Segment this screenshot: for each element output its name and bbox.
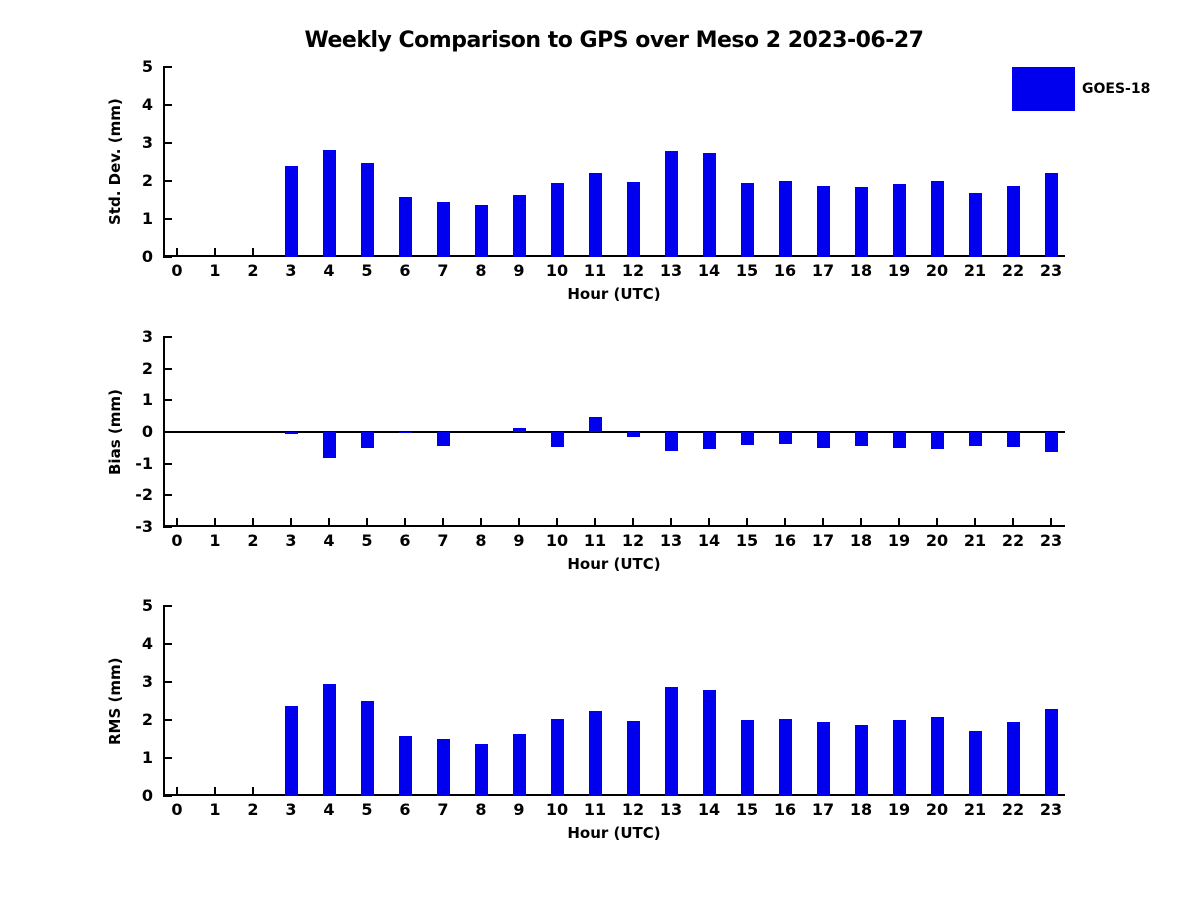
bar-hour-5 [361, 432, 374, 448]
x-tick-label: 22 [1001, 531, 1025, 550]
x-tick-label: 5 [361, 800, 373, 819]
x-tick-label: 13 [659, 800, 683, 819]
x-tick-label: 23 [1039, 261, 1063, 280]
y-axis-label-std-dev: Std. Dev. (mm) [106, 98, 124, 226]
bar-hour-3 [285, 706, 298, 796]
y-tick-label: 5 [141, 57, 153, 76]
x-tick [404, 518, 406, 527]
y-tick [163, 463, 172, 465]
x-tick-label: 11 [583, 261, 607, 280]
y-tick [163, 526, 172, 528]
y-tick-label: 4 [141, 95, 153, 114]
bar-hour-13 [665, 151, 678, 257]
x-tick-label: 0 [171, 261, 183, 280]
x-tick-label: 2 [247, 531, 259, 550]
x-tick-label: 1 [209, 261, 221, 280]
bar-hour-18 [855, 725, 868, 796]
x-tick-label: 12 [621, 800, 645, 819]
x-axis-label: Hour (UTC) [567, 555, 661, 573]
bar-hour-11 [589, 711, 602, 796]
x-tick-label: 16 [773, 261, 797, 280]
bar-hour-17 [817, 722, 830, 796]
x-axis-label: Hour (UTC) [567, 285, 661, 303]
bar-hour-6 [399, 432, 412, 433]
x-tick [632, 518, 634, 527]
x-tick-label: 22 [1001, 261, 1025, 280]
x-tick-label: 13 [659, 531, 683, 550]
x-tick-label: 22 [1001, 800, 1025, 819]
x-tick-label: 14 [697, 531, 721, 550]
x-tick [252, 787, 254, 796]
y-tick-label: 2 [141, 358, 153, 378]
bar-hour-13 [665, 432, 678, 451]
bar-hour-6 [399, 197, 412, 257]
x-tick-label: 11 [583, 531, 607, 550]
x-tick-label: 11 [583, 800, 607, 819]
x-tick [518, 518, 520, 527]
bar-hour-10 [551, 183, 564, 257]
y-tick [163, 336, 172, 338]
bar-hour-19 [893, 184, 906, 257]
x-tick-label: 10 [545, 800, 569, 819]
x-tick-label: 4 [323, 261, 335, 280]
y-tick-label: 2 [141, 171, 153, 190]
x-tick [442, 518, 444, 527]
y-tick [163, 180, 172, 182]
y-tick-label: 3 [141, 133, 153, 152]
bar-hour-9 [513, 195, 526, 257]
x-tick-label: 18 [849, 800, 873, 819]
x-tick-label: 4 [323, 800, 335, 819]
x-tick-label: 7 [437, 531, 449, 550]
y-tick-label: 0 [141, 247, 153, 266]
bar-hour-6 [399, 736, 412, 796]
bar-hour-21 [969, 731, 982, 796]
x-tick-label: 14 [697, 261, 721, 280]
y-tick-label: 1 [141, 748, 153, 767]
bar-hour-11 [589, 173, 602, 257]
x-tick-label: 21 [963, 261, 987, 280]
x-tick-label: 9 [513, 800, 525, 819]
x-tick [670, 518, 672, 527]
x-tick [214, 787, 216, 796]
x-tick-label: 17 [811, 531, 835, 550]
y-tick [163, 399, 172, 401]
bar-hour-22 [1007, 186, 1020, 257]
y-axis-label-rms: RMS (mm) [106, 657, 124, 745]
y-tick-label: -3 [135, 517, 153, 536]
y-tick [163, 494, 172, 496]
y-tick-label: 1 [141, 390, 153, 410]
x-tick-label: 21 [963, 800, 987, 819]
legend-swatch-goes18 [1012, 67, 1075, 111]
y-tick [163, 104, 172, 106]
x-tick [214, 518, 216, 527]
y-tick-label: 0 [141, 786, 153, 805]
bar-hour-14 [703, 690, 716, 796]
x-tick [176, 248, 178, 257]
bar-hour-20 [931, 717, 944, 796]
x-tick-label: 1 [209, 531, 221, 550]
x-tick-label: 15 [735, 261, 759, 280]
bar-hour-15 [741, 432, 754, 445]
x-tick-label: 18 [849, 531, 873, 550]
plot-area-std-dev [141, 57, 1065, 280]
legend-label: GOES-18 [1082, 81, 1151, 97]
bar-hour-12 [627, 721, 640, 796]
x-tick-label: 9 [513, 261, 525, 280]
x-tick-label: 9 [513, 531, 525, 550]
bar-hour-8 [475, 205, 488, 257]
x-axis-spine [163, 525, 1065, 527]
x-tick-label: 20 [925, 531, 949, 550]
x-tick [594, 518, 596, 527]
bar-hour-4 [323, 684, 336, 796]
x-tick-label: 19 [887, 800, 911, 819]
x-tick-label: 10 [545, 531, 569, 550]
bar-hour-14 [703, 153, 716, 258]
x-tick-label: 3 [285, 800, 297, 819]
bar-hour-22 [1007, 432, 1020, 447]
plot-area-bias [135, 327, 1065, 550]
bar-hour-5 [361, 701, 374, 796]
x-tick [176, 787, 178, 796]
bar-hour-14 [703, 432, 716, 449]
bar-hour-17 [817, 432, 830, 448]
x-tick [746, 518, 748, 527]
bar-hour-23 [1045, 709, 1058, 796]
bar-hour-12 [627, 432, 640, 437]
x-tick-label: 16 [773, 800, 797, 819]
x-tick-label: 4 [323, 531, 335, 550]
bar-hour-10 [551, 719, 564, 796]
y-tick-label: 2 [141, 710, 153, 729]
x-tick [1050, 518, 1052, 527]
plot-area-rms [141, 596, 1065, 819]
bar-hour-21 [969, 432, 982, 446]
legend [1012, 67, 1150, 111]
figure-title: Weekly Comparison to GPS over Meso 2 2023-06-27 [304, 28, 924, 53]
bar-hour-16 [779, 181, 792, 257]
x-tick [366, 518, 368, 527]
y-tick [163, 643, 172, 645]
y-tick-label: 4 [141, 634, 153, 653]
x-tick-label: 6 [399, 261, 411, 280]
bar-hour-18 [855, 432, 868, 446]
y-tick [163, 795, 172, 797]
x-tick-label: 20 [925, 800, 949, 819]
x-tick-label: 15 [735, 800, 759, 819]
x-tick [898, 518, 900, 527]
x-tick [1012, 518, 1014, 527]
x-tick-label: 0 [171, 800, 183, 819]
x-tick-label: 17 [811, 800, 835, 819]
bar-hour-4 [323, 432, 336, 458]
bar-hour-23 [1045, 432, 1058, 452]
x-tick-label: 16 [773, 531, 797, 550]
x-tick-label: 8 [475, 261, 487, 280]
bar-hour-10 [551, 432, 564, 447]
x-tick-label: 6 [399, 800, 411, 819]
y-tick [163, 719, 172, 721]
x-tick-label: 5 [361, 261, 373, 280]
x-tick-label: 23 [1039, 531, 1063, 550]
x-tick-label: 13 [659, 261, 683, 280]
x-tick-label: 21 [963, 531, 987, 550]
bar-hour-15 [741, 720, 754, 796]
x-tick [328, 518, 330, 527]
x-tick-label: 19 [887, 531, 911, 550]
x-tick-label: 3 [285, 531, 297, 550]
x-tick-label: 12 [621, 261, 645, 280]
bar-hour-9 [513, 734, 526, 796]
x-tick-label: 23 [1039, 800, 1063, 819]
x-tick-label: 3 [285, 261, 297, 280]
bar-hour-5 [361, 163, 374, 257]
y-tick-label: -1 [135, 453, 153, 473]
x-tick-label: 18 [849, 261, 873, 280]
x-tick [974, 518, 976, 527]
x-tick-label: 20 [925, 261, 949, 280]
x-tick-label: 1 [209, 800, 221, 819]
y-tick-label: -2 [135, 485, 153, 505]
x-tick [822, 518, 824, 527]
x-tick-label: 2 [247, 800, 259, 819]
bar-hour-21 [969, 193, 982, 257]
bar-hour-3 [285, 166, 298, 257]
x-tick [784, 518, 786, 527]
x-tick-label: 8 [475, 800, 487, 819]
y-tick [163, 218, 172, 220]
bar-hour-20 [931, 432, 944, 449]
bar-hour-19 [893, 720, 906, 796]
bar-hour-23 [1045, 173, 1058, 257]
bar-hour-22 [1007, 722, 1020, 796]
y-tick-label: 3 [141, 327, 153, 346]
x-tick-label: 5 [361, 531, 373, 550]
bar-hour-16 [779, 432, 792, 444]
bar-hour-8 [475, 744, 488, 796]
y-tick-label: 0 [141, 422, 153, 441]
bar-hour-9 [513, 428, 526, 432]
bar-hour-15 [741, 183, 754, 257]
y-axis-spine [163, 67, 165, 257]
x-tick-label: 6 [399, 531, 411, 550]
x-tick [214, 248, 216, 257]
y-tick-label: 1 [141, 209, 153, 228]
x-tick-label: 12 [621, 531, 645, 550]
y-axis-spine [163, 606, 165, 796]
x-tick-label: 2 [247, 261, 259, 280]
y-tick [163, 681, 172, 683]
x-tick-label: 14 [697, 800, 721, 819]
x-tick [290, 518, 292, 527]
x-tick-label: 19 [887, 261, 911, 280]
bar-hour-17 [817, 186, 830, 257]
bar-hour-4 [323, 150, 336, 257]
x-tick-label: 7 [437, 800, 449, 819]
x-tick [556, 518, 558, 527]
x-tick-label: 0 [171, 531, 183, 550]
x-tick [252, 248, 254, 257]
x-tick-label: 10 [545, 261, 569, 280]
bar-hour-11 [589, 417, 602, 432]
x-tick [480, 518, 482, 527]
bar-hour-3 [285, 432, 298, 434]
bar-hour-16 [779, 719, 792, 796]
bar-hour-20 [931, 181, 944, 257]
x-tick-label: 17 [811, 261, 835, 280]
x-tick-label: 8 [475, 531, 487, 550]
y-tick [163, 368, 172, 370]
bar-hour-7 [437, 202, 450, 257]
y-tick-label: 3 [141, 672, 153, 691]
y-tick [163, 142, 172, 144]
x-tick [252, 518, 254, 527]
bar-hour-7 [437, 432, 450, 446]
x-tick-label: 15 [735, 531, 759, 550]
y-axis-label-bias: Bias (mm) [106, 389, 124, 475]
x-tick [176, 518, 178, 527]
y-tick [163, 66, 172, 68]
x-tick [708, 518, 710, 527]
bar-hour-12 [627, 182, 640, 257]
y-tick-label: 5 [141, 596, 153, 615]
bar-hour-18 [855, 187, 868, 257]
x-axis-label: Hour (UTC) [567, 824, 661, 842]
x-tick [936, 518, 938, 527]
y-tick [163, 256, 172, 258]
bar-hour-13 [665, 687, 678, 796]
x-tick-label: 7 [437, 261, 449, 280]
y-tick [163, 757, 172, 759]
bar-hour-19 [893, 432, 906, 448]
y-tick [163, 605, 172, 607]
bar-hour-7 [437, 739, 450, 796]
x-tick [860, 518, 862, 527]
